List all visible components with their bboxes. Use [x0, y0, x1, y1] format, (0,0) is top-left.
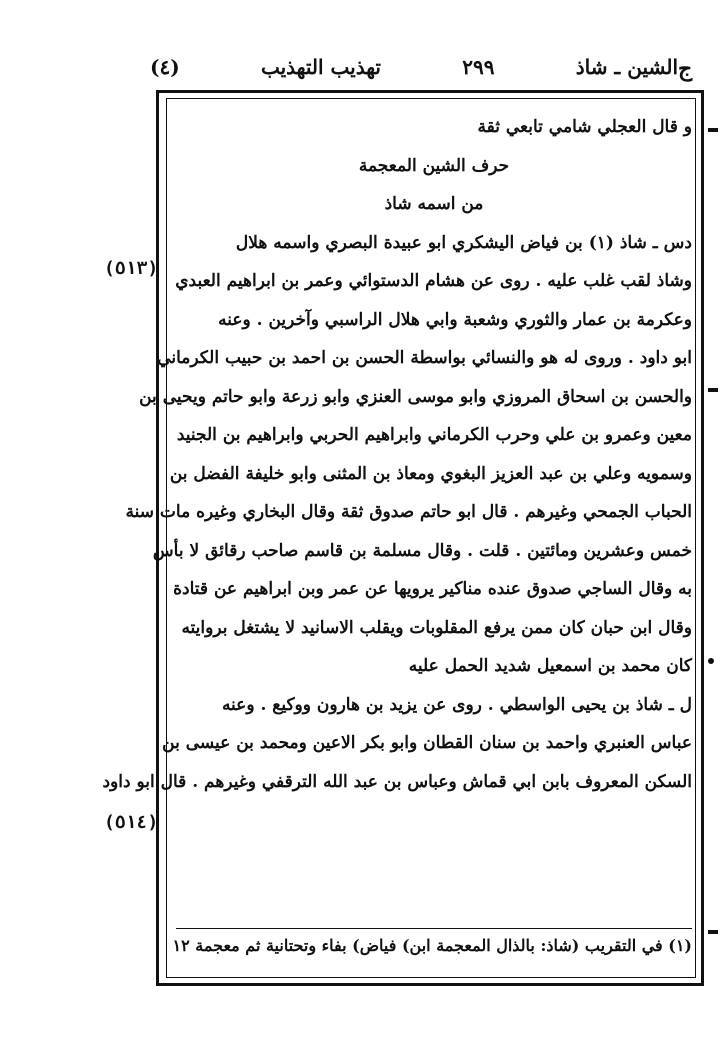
- header-page-number: ٢٩٩: [462, 55, 495, 79]
- text-line: السكن المعروف بابن ابي قماش وعباس بن عبد الله الترقفي وغيرهم . قال ابو داود: [102, 771, 692, 792]
- text-line: و قال العجلي شامي تابعي ثقة: [477, 117, 692, 137]
- margin-entry-number: (٥١٣): [104, 258, 159, 279]
- text-line: وسمويه وعلي بن عبد العزيز البغوي ومعاذ بن المثنى وابو خليفة الفضل بن: [169, 463, 692, 484]
- scan-edge-mark: [708, 388, 718, 392]
- entry-513-start: دس ـ شاذ (١) بن فياض اليشكري ابو عبيدة البصري واسمه هلال: [235, 232, 692, 253]
- scan-edge-mark: [708, 930, 718, 934]
- footnote: (١) في التقريب (شاذ: بالذال المعجمة ابن) فياض) بفاء وتحتانية ثم معجمة ١٢: [172, 936, 692, 955]
- margin-entry-number: (٥١٤): [104, 812, 159, 833]
- page-header: [150, 52, 678, 82]
- text-line: كان محمد بن اسمعيل شديد الحمل عليه: [408, 656, 692, 676]
- text-line: معين وعمرو بن علي وحرب الكرماني وابراهيم الحربي وابراهيم بن الجنيد: [176, 425, 692, 445]
- text-line: وعكرمة بن عمار والثوري وشعبة وابي هلال الراسبي وآخرين . وعنه: [218, 309, 692, 330]
- scan-edge-mark: [708, 128, 718, 132]
- text-line: خمس وعشرين ومائتين . قلت . وقال مسلمة بن قاسم صاحب رقائق لا بأس: [152, 540, 692, 561]
- text-line: عباس العنبري واحمد بن سنان القطان وابو بكر الاعين ومحمد بن عيسى بن: [162, 733, 692, 753]
- text-line: به وقال الساجي صدوق عنده مناكير يرويها عن عمر وبن ابراهيم عن قتادة: [173, 579, 692, 599]
- text-line: وقال ابن حبان كان ممن يرفع المقلوبات ويقلب الاسانيد لا يشتغل بروايته: [181, 617, 692, 638]
- text-line: ابو داود . وروى له هو والنسائي بواسطة الحسن بن احمد بن حبيب الكرماني: [157, 348, 692, 368]
- section-heading: حرف الشين المعجمة: [358, 155, 510, 176]
- text-line: والحسن بن اسحاق المروزي وابو موسى العنزي وابو زرعة وابو حاتم ويحيى بن: [139, 386, 692, 407]
- header-section: الشين ـ شاذ: [575, 55, 678, 79]
- subsection-heading: من اسمه شاذ: [384, 194, 484, 214]
- footnote-divider: [176, 928, 692, 929]
- header-book-title: تهذيب التهذيب: [260, 55, 381, 79]
- header-volume-mark: ج: [678, 56, 693, 82]
- text-line: وشاذ لقب غلب عليه . روى عن هشام الدستوائي وعمر بن ابراهيم العبدي: [175, 271, 692, 291]
- entry-514-start: ل ـ شاذ بن يحيى الواسطي . روى عن يزيد بن هارون ووكيع . وعنه: [221, 694, 692, 715]
- header-volume: (٤): [150, 55, 180, 79]
- text-line: الحباب الجمحي وغيرهم . قال ابو حاتم صدوق ثقة وقال البخاري وغيره مات سنة: [125, 502, 692, 522]
- scan-edge-mark: [708, 658, 714, 664]
